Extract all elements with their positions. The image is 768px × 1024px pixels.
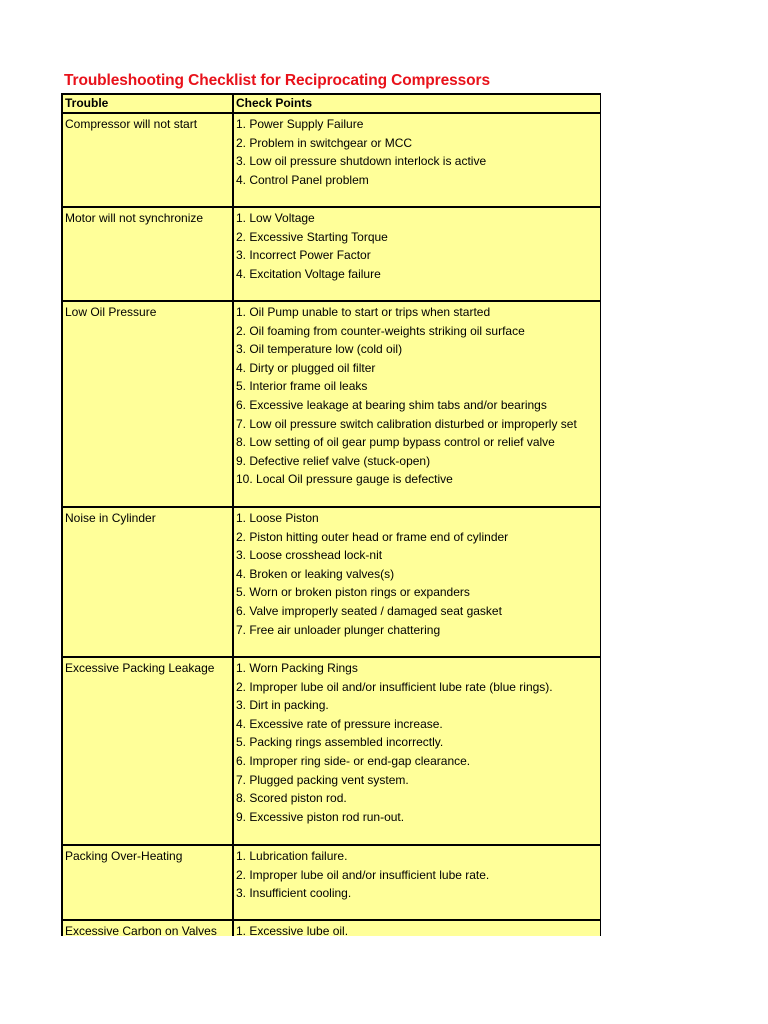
check-points-cell [233,207,601,301]
check-point-item: 9. Excessive piston rod run-out. [236,809,405,824]
trouble-cell: Compressor will not start [62,113,233,207]
trouble-cell: Packing Over-Heating [62,845,233,920]
check-point-item: 1. Lubrication failure. [236,849,348,863]
trouble-cell: Noise in Cylinder [62,507,233,657]
check-point-item: 3. Oil temperature low (cold oil) [236,342,403,357]
check-point-item: 7. Free air unloader plunger chattering [236,622,441,637]
check-points-cell [233,920,601,936]
check-point-item: 5. Packing rings assembled incorrectly. [236,735,444,750]
check-point-item: 10. Local Oil pressure gauge is defective [236,472,453,487]
check-point-item: 8. Scored piston rod. [236,791,347,806]
check-point-item: 6. Improper ring side- or end-gap clearance. [236,753,471,768]
check-point-item: 3. Low oil pressure shutdown interlock is active [236,154,487,169]
checklist-table [61,93,601,936]
check-point-item: 4. Excessive rate of pressure increase. [236,716,443,731]
trouble-cell: Motor will not synchronize [62,207,233,301]
check-point-item: 2. Improper lube oil and/or insufficient lube rate (blue rings). [236,679,553,694]
page-title: Troubleshooting Checklist for Reciprocating Compressors [64,72,490,89]
check-point-item: 3. Incorrect Power Factor [236,248,371,263]
header-trouble: Trouble [62,94,233,113]
check-point-item: 4. Dirty or plugged oil filter [236,360,376,375]
table-row [62,657,601,845]
table-row [62,113,601,207]
check-point-item: 3. Loose crosshead lock-nit [236,548,383,563]
trouble-cell: Excessive Packing Leakage [62,657,233,845]
check-points-cell [233,507,601,657]
table-row [62,507,601,657]
check-points-cell [233,845,601,920]
header-row [62,94,601,113]
table-row [62,207,601,301]
header-check-points: Check Points [233,94,601,113]
check-point-item: 6. Excessive leakage at bearing shim tabs and/or bearings [236,397,547,412]
check-point-item: 2. Excessive Starting Torque [236,229,388,244]
check-point-item: 1. Power Supply Failure [236,117,364,131]
trouble-cell: Excessive Carbon on Valves [62,920,233,936]
table-row [62,301,601,507]
check-point-item: 4. Broken or leaking valves(s) [236,566,395,581]
check-points-cell [233,113,601,207]
table-row [62,845,601,920]
check-point-item: 4. Control Panel problem [236,172,369,187]
check-point-item: 3. Insufficient cooling. [236,886,352,901]
check-point-item: 1. Loose Piston [236,511,319,525]
check-point-item: 1. Excessive lube oil. [236,924,349,936]
check-point-item: 4. Excitation Voltage failure [236,266,381,281]
check-point-item: 9. Defective relief valve (stuck-open) [236,453,431,468]
check-point-item: 5. Interior frame oil leaks [236,379,368,394]
check-point-item: 1. Worn Packing Rings [236,661,358,675]
checklist-sheet [61,93,601,936]
check-point-item: 3. Dirt in packing. [236,698,329,713]
check-point-item: 7. Low oil pressure switch calibration disturbed or improperly set [236,416,577,431]
check-point-item: 2. Problem in switchgear or MCC [236,135,413,150]
check-points-cell [233,657,601,845]
check-point-item: 6. Valve improperly seated / damaged seat gasket [236,603,502,618]
check-point-item: 2. Piston hitting outer head or frame end of cylinder [236,529,509,544]
check-point-item: 7. Plugged packing vent system. [236,772,409,787]
check-point-item: 2. Improper lube oil and/or insufficient lube rate. [236,867,490,882]
check-point-item: 2. Oil foaming from counter-weights striking oil surface [236,323,525,338]
table-row [62,920,601,936]
check-point-item: 1. Oil Pump unable to start or trips when started [236,305,491,319]
check-point-item: 5. Worn or broken piston rings or expanders [236,585,470,600]
check-points-cell [233,301,601,507]
trouble-cell: Low Oil Pressure [62,301,233,507]
check-point-item: 1. Low Voltage [236,211,315,225]
check-point-item: 8. Low setting of oil gear pump bypass control or relief valve [236,435,555,450]
